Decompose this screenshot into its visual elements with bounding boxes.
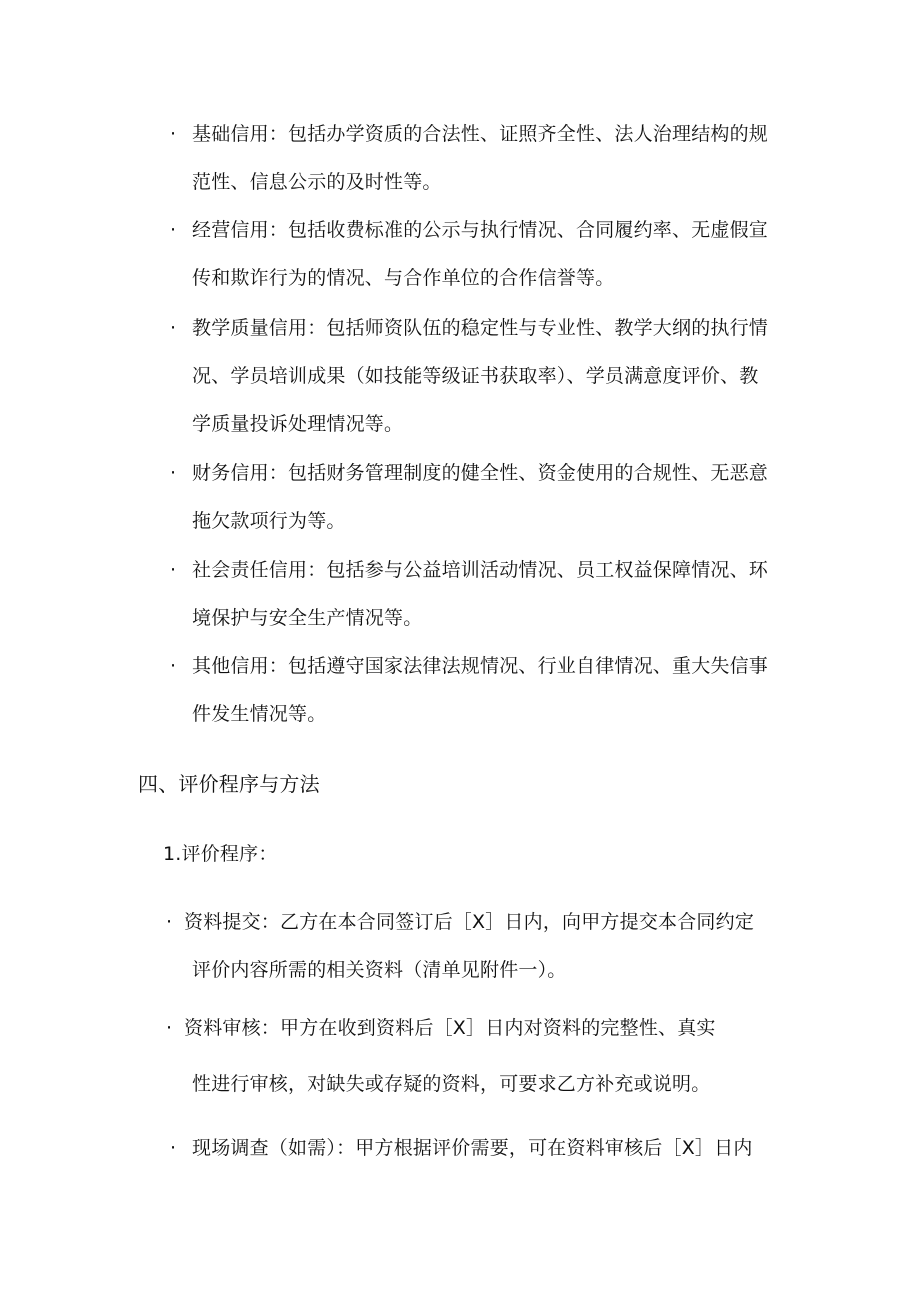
list-bullet: · <box>166 1017 173 1039</box>
list-item-text: 教学质量信用：包括师资队伍的稳定性与专业性、教学大纲的执行情 <box>192 317 769 339</box>
list-bullet: · <box>170 655 177 677</box>
list-bullet: · <box>170 462 177 484</box>
list-bullet: · <box>170 1137 177 1159</box>
procedure-item-text: 资料提交：乙方在本合同签订后［X］日内，向甲方提交本合同约定 <box>184 911 755 933</box>
list-item-text: 拖欠款项行为等。 <box>192 510 346 532</box>
list-item-text: 件发生情况等。 <box>192 703 327 725</box>
list-item-text: 学质量投诉处理情况等。 <box>192 413 404 435</box>
section-heading: 四、评价程序与方法 <box>138 772 320 796</box>
list-item-text: 境保护与安全生产情况等。 <box>192 607 423 629</box>
list-item-text: 其他信用：包括遵守国家法律法规情况、行业自律情况、重大失信事 <box>192 655 769 677</box>
list-item-text: 经营信用：包括收费标准的公示与执行情况、合同履约率、无虚假宣 <box>192 219 769 241</box>
procedure-item-text: 评价内容所需的相关资料（清单见附件一）。 <box>192 959 567 981</box>
list-item-text: 社会责任信用：包括参与公益培训活动情况、员工权益保障情况、环 <box>192 559 769 581</box>
list-item-text: 况、学员培训成果（如技能等级证书获取率）、学员满意度评价、教 <box>192 365 759 387</box>
list-bullet: · <box>170 219 177 241</box>
list-item-text: 财务信用：包括财务管理制度的健全性、资金使用的合规性、无恶意 <box>192 462 769 484</box>
list-bullet: · <box>166 911 173 933</box>
subheading: 1.评价程序： <box>163 843 278 865</box>
list-item-text: 基础信用：包括办学资质的合法性、证照齐全性、法人治理结构的规 <box>192 123 769 145</box>
list-bullet: · <box>170 123 177 145</box>
list-bullet: · <box>170 317 177 339</box>
procedure-item-text: 现场调查（如需）：甲方根据评价需要，可在资料审核后［X］日内 <box>192 1137 753 1159</box>
list-bullet: · <box>170 559 177 581</box>
list-item-text: 范性、信息公示的及时性等。 <box>192 171 442 193</box>
list-item-text: 传和欺诈行为的情况、与合作单位的合作信誉等。 <box>192 267 615 289</box>
procedure-item-text: 资料审核：甲方在收到资料后［X］日内对资料的完整性、真实 <box>184 1017 716 1039</box>
procedure-item-text: 性进行审核，对缺失或存疑的资料，可要求乙方补充或说明。 <box>192 1073 711 1095</box>
